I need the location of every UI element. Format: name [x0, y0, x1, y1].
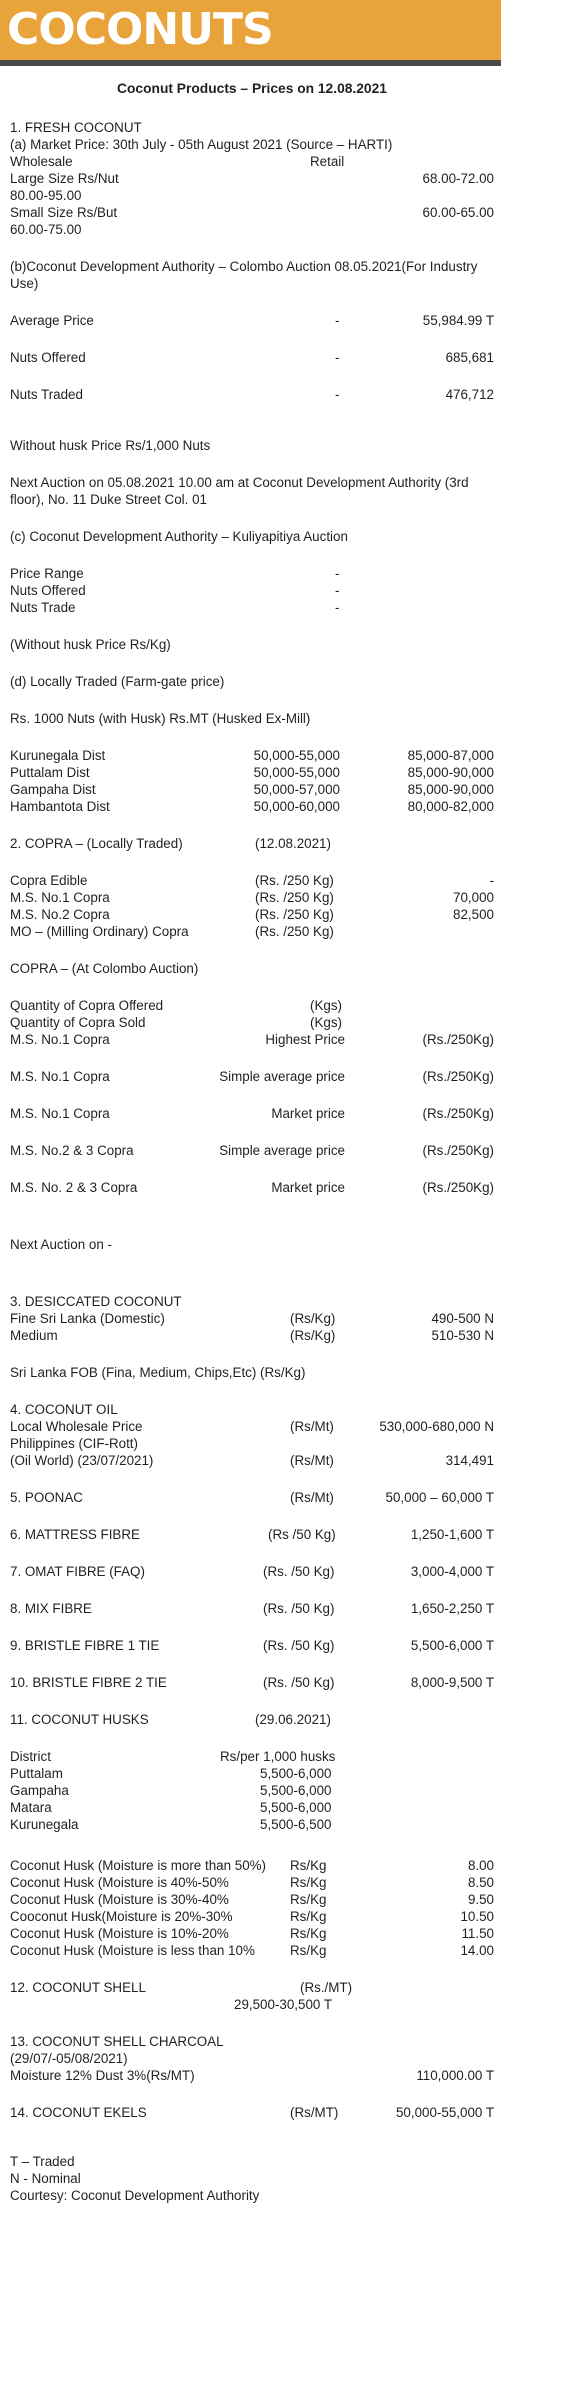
section-heading: 12. COCONUT SHELL: [10, 1980, 146, 1995]
cda-colombo-heading: (b)Coconut Development Authority – Colombo Auction 08.05.2021(For Industry Use): [10, 259, 478, 291]
price-row: [10, 2104, 494, 2121]
row-label: Coconut Husk (Moisture is less than 10%: [10, 1943, 255, 1958]
with-husk-price: 50,000-55,000: [253, 748, 340, 763]
section-heading: 14. COCONUT EKELS: [10, 2105, 147, 2120]
row-unit: (Rs./250Kg): [422, 1180, 494, 1195]
price-row: [10, 312, 494, 329]
row-value: 510-530 N: [431, 1328, 494, 1343]
row-label: Cooconut Husk(Moisture is 20%-30%: [10, 1909, 233, 1924]
row-value: 50,000 – 60,000 T: [385, 1490, 494, 1505]
price-row: [10, 170, 494, 187]
courtesy-note: Courtesy: Coconut Development Authority: [10, 2188, 260, 2203]
section-heading-row: [10, 835, 494, 852]
row-label: Quantity of Copra Offered: [10, 998, 164, 1013]
row-dash: -: [335, 350, 340, 365]
next-auction-note: Next Auction on -: [10, 1237, 112, 1252]
market-price-line: (a) Market Price: 30th July - 05th August 2021 (Source – HARTI): [10, 137, 393, 152]
legend-nominal: N - Nominal: [10, 2171, 81, 2186]
copra-auction-heading: COPRA – (At Colombo Auction): [10, 961, 199, 976]
district-name: Matara: [10, 1800, 52, 1815]
row-unit: (Rs. /250 Kg): [255, 890, 334, 905]
row-label: Fine Sri Lanka (Domestic): [10, 1311, 165, 1326]
section-shell-charcoal: [10, 2033, 494, 2084]
row-value: 55,984.99 T: [422, 313, 494, 328]
row-unit: (Rs. /250 Kg): [255, 907, 334, 922]
row-value: 1,650-2,250 T: [410, 1601, 494, 1616]
moisture-row: [10, 1908, 494, 1925]
price-row: [10, 997, 494, 1014]
row-unit: (Rs./250Kg): [422, 1032, 494, 1047]
price-row: [10, 923, 494, 940]
row-unit: (Kgs): [310, 1015, 342, 1030]
husked-price: 85,000-90,000: [407, 782, 494, 797]
price-row: [10, 1179, 494, 1196]
section-heading: 3. DESICCATED COCONUT: [10, 1294, 182, 1309]
row-value: 9.50: [467, 1892, 494, 1907]
row-label: Nuts Traded: [10, 387, 83, 402]
price-row: [10, 1014, 494, 1031]
row-value: 8,000-9,500 T: [410, 1675, 494, 1690]
price-row: [10, 1310, 494, 1327]
table-row: [10, 1799, 494, 1816]
row-unit: Rs/Kg: [290, 1892, 327, 1907]
district-name: Hambantota Dist: [10, 799, 110, 814]
row-label: M.S. No.1 Copra: [10, 1106, 110, 1121]
row-unit: (Rs./MT): [300, 1980, 353, 1995]
banner-title: COCONUTS: [7, 4, 273, 55]
section-coconut-husks: [10, 1711, 494, 1959]
table-row: [10, 1782, 494, 1799]
price-row: [10, 1637, 494, 1654]
row-label: M.S. No.2 Copra: [10, 907, 110, 922]
row-value: 530,000-680,000 N: [379, 1419, 494, 1434]
kuliyapitiya-heading: (c) Coconut Development Authority – Kuliyapitiya Auction: [10, 529, 348, 544]
row-label: M.S. No.1 Copra: [10, 1032, 110, 1047]
table-row: [10, 781, 494, 798]
row-unit: (Rs. /50 Kg): [263, 1675, 335, 1690]
moisture-row: [10, 1857, 494, 1874]
row-label: MO – (Milling Ordinary) Copra: [10, 924, 189, 939]
row-unit: Rs/Kg: [290, 1926, 327, 1941]
section-heading: 1. FRESH COCONUT: [10, 120, 142, 135]
price-row: [10, 565, 494, 582]
row-value: 82,500: [453, 907, 494, 922]
row-label: Quantity of Copra Sold: [10, 1015, 146, 1030]
section-coconut-oil: [10, 1401, 494, 1469]
row-value: 1,250-1,600 T: [410, 1527, 494, 1542]
row-unit: (Rs. /50 Kg): [263, 1564, 335, 1579]
price-row: [10, 1979, 494, 1996]
section-fibre-items: [10, 1469, 494, 1691]
price-row: [10, 1563, 494, 1580]
price-row: [10, 1418, 494, 1435]
row-label: Large Size Rs/Nut: [10, 171, 119, 186]
row-label: Moisture 12% Dust 3%(Rs/MT): [10, 2068, 195, 2083]
row-unit: (Rs. /250 Kg): [255, 924, 334, 939]
moisture-row: [10, 1942, 494, 1959]
district-price: 5,500-6,000: [260, 1766, 332, 1781]
section-date: (12.08.2021): [255, 836, 331, 851]
row-label: Local Wholesale Price: [10, 1419, 143, 1434]
row-label: Coconut Husk (Moisture is 10%-20%: [10, 1926, 229, 1941]
row-unit: (Rs./250Kg): [422, 1106, 494, 1121]
price-row: [10, 1526, 494, 1543]
row-type: Market price: [271, 1106, 345, 1121]
section-heading: 4. COCONUT OIL: [10, 1402, 118, 1417]
husked-price: 85,000-87,000: [407, 748, 494, 763]
district-price: 5,500-6,000: [260, 1783, 332, 1798]
price-row: [10, 1674, 494, 1691]
row-unit: (Rs./250Kg): [422, 1143, 494, 1158]
price-row: [10, 1489, 494, 1506]
table-row: [10, 1765, 494, 1782]
moisture-row: [10, 1874, 494, 1891]
price-row: [10, 349, 494, 366]
district-name: Puttalam: [10, 1766, 63, 1781]
row-label: Price Range: [10, 566, 84, 581]
row-unit: (Rs/Kg): [290, 1328, 336, 1343]
row-label: M.S. No.2 & 3 Copra: [10, 1143, 134, 1158]
row-label: 10. BRISTLE FIBRE 2 TIE: [10, 1675, 167, 1690]
row-label: Small Size Rs/But: [10, 205, 118, 220]
row-label: (Oil World) (23/07/2021): [10, 1453, 154, 1468]
legend: [10, 2153, 494, 2204]
row-value: 14.00: [460, 1943, 494, 1958]
fob-note: Sri Lanka FOB (Fina, Medium, Chips,Etc) (Rs/Kg): [10, 1365, 306, 1380]
row-unit: (Rs/Kg): [290, 1311, 336, 1326]
row-label: Copra Edible: [10, 873, 88, 888]
price-row: [10, 1105, 494, 1122]
row-unit: Rs/Kg: [290, 1943, 327, 1958]
row-unit: (Rs. /250 Kg): [255, 873, 334, 888]
row-label: Coconut Husk (Moisture is 30%-40%: [10, 1892, 229, 1907]
moisture-row: [10, 1925, 494, 1942]
price-row: [10, 386, 494, 403]
district-name: Gampaha Dist: [10, 782, 96, 797]
row-label: Philippines (CIF-Rott): [10, 1436, 138, 1451]
row-unit: Rs/Kg: [290, 1875, 327, 1890]
row-type: Simple average price: [219, 1069, 345, 1084]
row-value: 80.00-95.00: [10, 188, 82, 203]
row-value: 60.00-75.00: [10, 222, 82, 237]
rs1000-heading: Rs. 1000 Nuts (with Husk) Rs.MT (Husked Ex-Mill): [10, 711, 311, 726]
price-row: [10, 889, 494, 906]
moisture-row: [10, 1891, 494, 1908]
row-unit: (Rs/Mt): [290, 1453, 334, 1468]
price-row: [10, 1452, 494, 1469]
wholesale-retail-header: [10, 153, 494, 170]
row-value: 50,000-55,000 T: [395, 2105, 494, 2120]
district-price: 5,500-6,500: [260, 1817, 332, 1832]
price-row: [10, 1068, 494, 1085]
section-date: (29/07/-05/08/2021): [10, 2051, 128, 2066]
without-husk-kg-note: (Without husk Price Rs/Kg): [10, 637, 171, 652]
with-husk-price: 50,000-55,000: [253, 765, 340, 780]
row-value: 68.00-72.00: [422, 171, 494, 186]
row-label: 9. BRISTLE FIBRE 1 TIE: [10, 1638, 160, 1653]
row-dash: -: [335, 387, 340, 402]
table-row: [10, 747, 494, 764]
price-row: [10, 1327, 494, 1344]
husked-price: 85,000-90,000: [407, 765, 494, 780]
price-row: [10, 1600, 494, 1617]
row-label: Coconut Husk (Moisture is more than 50%): [10, 1858, 267, 1873]
row-unit: (Rs./250Kg): [422, 1069, 494, 1084]
district-name: Kurunegala: [10, 1817, 79, 1832]
row-type: Highest Price: [265, 1032, 345, 1047]
retail-label: Retail: [310, 154, 345, 169]
row-value: 110,000.00 T: [416, 2068, 494, 2083]
with-husk-price: 50,000-60,000: [253, 799, 340, 814]
section-heading: 11. COCONUT HUSKS: [10, 1712, 149, 1727]
row-label: Coconut Husk (Moisture is 40%-50%: [10, 1875, 229, 1890]
row-type: Simple average price: [219, 1143, 345, 1158]
row-value: -: [489, 873, 494, 888]
row-value: 685,681: [445, 350, 494, 365]
row-value: 60.00-65.00: [422, 205, 494, 220]
price-row: [10, 1031, 494, 1048]
section-heading-row: [10, 1711, 494, 1728]
row-unit: (Rs/MT): [290, 2105, 339, 2120]
row-value: 70,000: [453, 890, 494, 905]
row-label: M.S. No.1 Copra: [10, 890, 110, 905]
row-unit: (Rs/Mt): [290, 1419, 334, 1434]
row-unit: (Rs. /50 Kg): [263, 1601, 335, 1616]
row-value: 476,712: [445, 387, 494, 402]
price-list: [10, 80, 494, 2204]
row-label: M.S. No.1 Copra: [10, 1069, 110, 1084]
row-label: Nuts Offered: [10, 583, 86, 598]
legend-traded: T – Traded: [10, 2154, 75, 2169]
without-husk-note: Without husk Price Rs/1,000 Nuts: [10, 438, 211, 453]
banner: [0, 0, 501, 60]
column-price: Rs/per 1,000 husks: [220, 1749, 336, 1764]
price-row: [10, 582, 494, 599]
row-value: 8.50: [467, 1875, 494, 1890]
row-value: 29,500-30,500 T: [234, 1997, 333, 2012]
table-header: [10, 1748, 494, 1765]
row-label: 5. POONAC: [10, 1490, 83, 1505]
husked-price: 80,000-82,000: [407, 799, 494, 814]
row-unit: (Rs. /50 Kg): [263, 1638, 335, 1653]
banner-rule: [0, 60, 501, 66]
district-name: Puttalam Dist: [10, 765, 90, 780]
table-row: [10, 764, 494, 781]
price-row: [10, 204, 494, 221]
row-unit: Rs/Kg: [290, 1858, 327, 1873]
row-label: Nuts Offered: [10, 350, 86, 365]
row-dash: -: [335, 566, 340, 581]
row-label: 8. MIX FIBRE: [10, 1601, 92, 1616]
section-desiccated-coconut: [10, 1293, 494, 1381]
district-price: 5,500-6,000: [260, 1800, 332, 1815]
table-row: [10, 798, 494, 815]
row-dash: -: [335, 313, 340, 328]
row-value: 8.00: [467, 1858, 494, 1873]
row-label: Medium: [10, 1328, 58, 1343]
with-husk-price: 50,000-57,000: [253, 782, 340, 797]
price-row: [10, 599, 494, 616]
row-label: M.S. No. 2 & 3 Copra: [10, 1180, 138, 1195]
section-date: (29.06.2021): [255, 1712, 331, 1727]
district-name: Kurunegala Dist: [10, 748, 106, 763]
document-title: Coconut Products – Prices on 12.08.2021: [117, 81, 387, 96]
row-unit: Rs/Kg: [290, 1909, 327, 1924]
section-coconut-ekels: [10, 2104, 494, 2121]
column-district: District: [10, 1749, 51, 1764]
row-unit: (Rs/Mt): [290, 1490, 334, 1505]
price-row: [10, 1142, 494, 1159]
row-dash: -: [335, 583, 340, 598]
section-copra: [10, 835, 494, 1253]
row-dash: -: [335, 600, 340, 615]
row-value: 314,491: [445, 1453, 494, 1468]
row-label: 7. OMAT FIBRE (FAQ): [10, 1564, 145, 1579]
price-row: [10, 872, 494, 889]
district-name: Gampaha: [10, 1783, 69, 1798]
district-price-table: [10, 747, 494, 815]
price-row: [10, 2067, 494, 2084]
row-type: Market price: [271, 1180, 345, 1195]
next-auction-note: Next Auction on 05.08.2021 10.00 am at Coconut Development Authority (3rd floor), No. 11 Duke Street Col. 01: [10, 475, 469, 507]
row-value: 3,000-4,000 T: [410, 1564, 494, 1579]
locally-traded-heading: (d) Locally Traded (Farm-gate price): [10, 674, 225, 689]
row-value: 490-500 N: [431, 1311, 494, 1326]
section-fresh-coconut: [10, 119, 494, 815]
row-unit: (Kgs): [310, 998, 342, 1013]
section-heading: 13. COCONUT SHELL CHARCOAL: [10, 2034, 224, 2049]
row-value: 5,500-6,000 T: [410, 1638, 494, 1653]
row-value: 11.50: [461, 1926, 494, 1941]
section-heading: 2. COPRA – (Locally Traded): [10, 836, 183, 851]
price-row: [10, 906, 494, 923]
row-unit: (Rs /50 Kg): [268, 1527, 336, 1542]
row-label: 6. MATTRESS FIBRE: [10, 1527, 140, 1542]
section-coconut-shell: [10, 1979, 494, 2013]
row-label: Nuts Trade: [10, 600, 76, 615]
table-row: [10, 1816, 494, 1833]
row-label: Average Price: [10, 313, 94, 328]
wholesale-label: Wholesale: [10, 154, 73, 169]
row-value: 10.50: [460, 1909, 494, 1924]
